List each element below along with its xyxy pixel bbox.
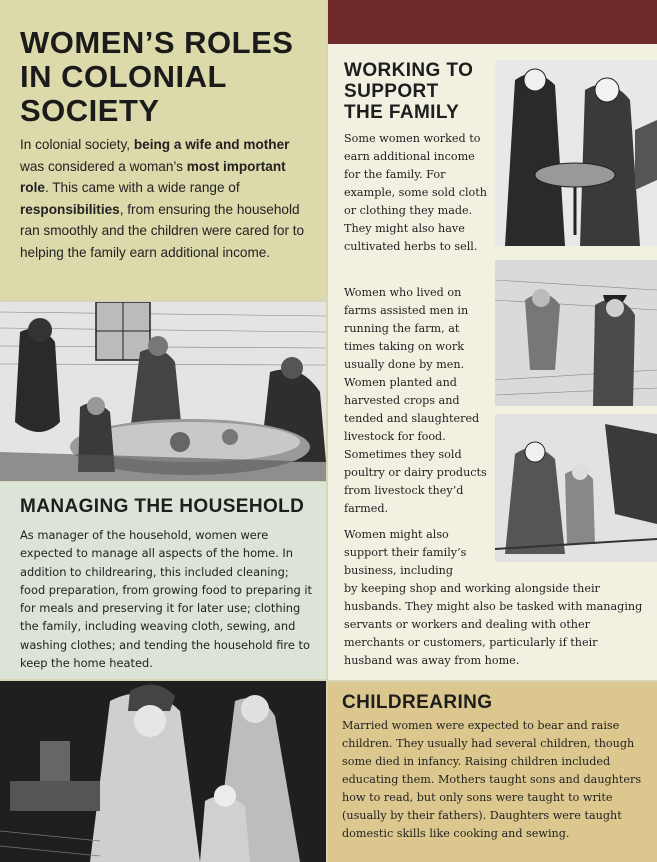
farm-work-illustration xyxy=(495,260,657,406)
livestock-illustration xyxy=(495,414,657,562)
lead-bold: being a wife and mother xyxy=(133,137,290,152)
lead-text: was considered a woman’s xyxy=(20,158,187,174)
cloth-merchant-illustration xyxy=(495,60,657,246)
lead-bold: most important role xyxy=(20,158,286,196)
section-heading: MANAGING THE HOUSEHOLD xyxy=(20,496,305,517)
women-spinning-engraving xyxy=(495,60,657,246)
section-heading xyxy=(344,60,494,123)
childrearing-illustration xyxy=(0,681,326,862)
working-paragraph-3a: Women might also support their family’s business, including xyxy=(344,528,467,577)
lead-text: . This came with a wide range of xyxy=(44,180,240,196)
lead-text: In colonial society, xyxy=(20,137,134,152)
childrearing-section xyxy=(328,682,657,862)
lead-bold: responsibilities xyxy=(20,201,120,217)
working-paragraph-3b: by keeping shop and working alongside their husbands. They might also be tasked with managing servants or workers and dealing with other merchants or customers, particularly if their husband was away from home. xyxy=(344,582,643,667)
working-section xyxy=(328,44,657,680)
title-line: IN COLONIAL xyxy=(20,59,227,94)
title-line: SOCIETY xyxy=(20,93,160,128)
planting-engraving xyxy=(495,260,657,406)
title-line: WOMEN’S ROLES xyxy=(20,25,294,60)
intro-paragraph xyxy=(20,134,312,264)
butchering-engraving xyxy=(495,414,657,562)
top-color-bar xyxy=(328,0,657,44)
working-paragraph-1: Some women worked to earn additional income for the family. For example, some sold cloth or clothing they made. They might also have cultivated herbs to sell. xyxy=(344,132,487,253)
intro-section xyxy=(0,0,326,300)
household-illustration xyxy=(0,302,326,481)
managing-household-section xyxy=(0,482,326,679)
lead-text: , from ensuring the household ran smoothly and the children were cared for to helping the family earn additional income. xyxy=(20,201,305,260)
family-dinner-engraving xyxy=(0,302,326,481)
heading-line: THE FAMILY xyxy=(344,102,460,123)
craftsman-family-engraving xyxy=(0,681,326,862)
heading-line: WORKING TO xyxy=(344,60,474,81)
working-paragraph-2: Women who lived on farms assisted men in running the farm, at times taking on work usually done by men. Women planted and harvested crops and tended and slaughtered livestock for food. Sometimes they sold poultry or dairy products from livestock they’d farmed. xyxy=(344,286,487,515)
page-title xyxy=(20,26,312,128)
section-heading: CHILDREARING xyxy=(342,692,493,713)
heading-line: SUPPORT xyxy=(344,81,439,102)
section-body: As manager of the household, women were expected to manage all aspects of the home. In addition to childrearing, this included cleaning; food preparation, from growing food to preparing it for meals and preserving it for later use; clothing the family, including weaving cloth, sewing, and washing clothes; and tending the household fire to keep the home heated. xyxy=(20,528,313,671)
section-body: Married women were expected to bear and raise children. They usually had several children, though some died in infancy. Raising children included educating them. Mothers taught sons and daughters how to read, but only sons were taught to write (usually by their fathers). Daughters were taught domestic skills like cooking and sewing. xyxy=(342,719,642,840)
